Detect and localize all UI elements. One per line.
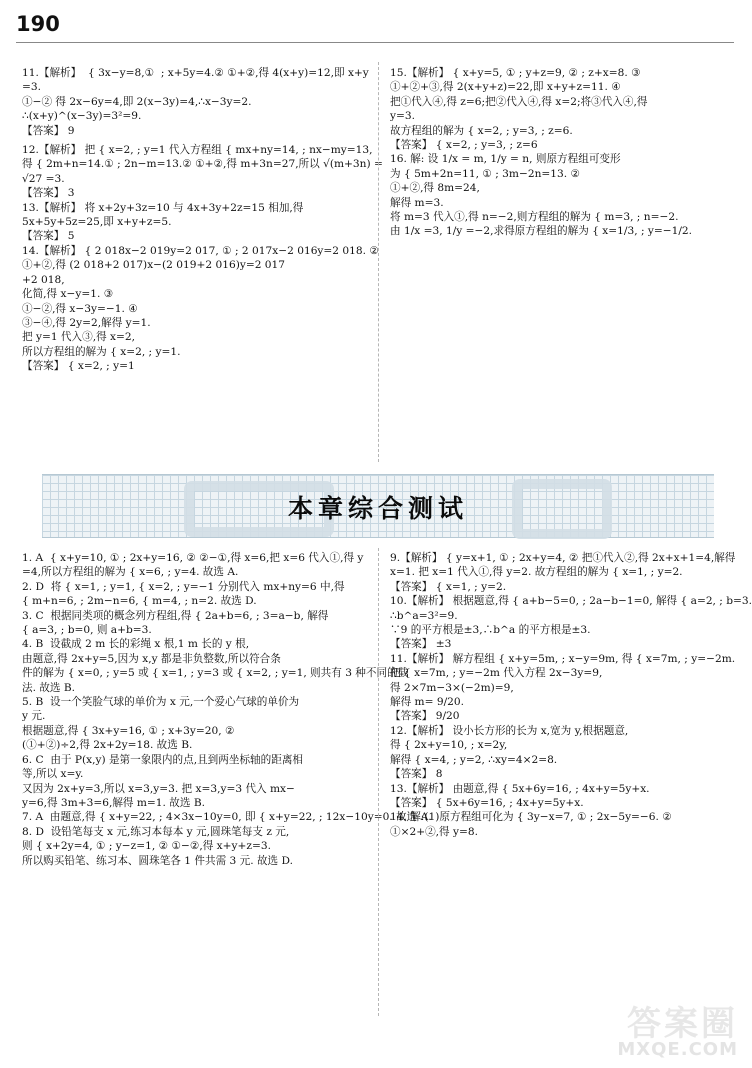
solution-line: 13.【解析】 将 x+2y+3z=10 与 4x+3y+2z=15 相加,得	[22, 201, 304, 214]
solution-line: 3. C 根据同类项的概念列方程组,得 { 2a+b=6, ; 3=a−b, 解得	[22, 609, 329, 622]
section-banner	[42, 474, 714, 538]
solution-line: 11.【解析】 { 3x−y=8,① ; x+5y=4.② ①+②,得 4(x+y)=12,即 x+y	[22, 67, 369, 79]
solution-line: 法. 故选 B.	[22, 681, 76, 694]
solution-line: ∴b^a=3²=9.	[390, 609, 458, 622]
solution-line: 把 { x=7m, ; y=−2m 代入方程 2x−3y=9,	[390, 667, 603, 680]
solution-line: ∴(x+y)^(x−3y)=3²=9.	[22, 110, 142, 123]
solution-line: 化简,得 x−y=1. ③	[22, 288, 114, 301]
solution-line: 【答案】 5	[22, 230, 75, 243]
solution-line: 则 { x+2y=4, ① ; y−z=1, ② ①−②,得 x+y+z=3.	[22, 840, 271, 853]
page-number: 190	[16, 12, 60, 36]
column-divider-bottom	[378, 548, 379, 1016]
solution-line: ③−④,得 2y=2,解得 y=1.	[22, 316, 151, 329]
solution-line: ①−②,得 x−3y=−1. ④	[22, 302, 138, 315]
solution-line: 12.【解析】 把 { x=2, ; y=1 代入方程组 { mx+ny=14, ; nx−my=13,	[22, 144, 373, 157]
solution-line: (①+②)÷2,得 2x+2y=18. 故选 B.	[22, 739, 193, 752]
solution-line: 得 { 2m+n=14.① ; 2n−m=13.② ①+②,得 m+3n=27,所以 √(m+3n) =	[22, 158, 383, 171]
solution-line: 又因为 2x+y=3,所以 x=3,y=3. 把 x=3,y=3 代入 mx−	[22, 782, 295, 795]
solution-line: 13.【解析】 由题意,得 { 5x+6y=16, ; 4x+y=5y+x.	[390, 782, 650, 795]
solution-line: y=6,得 3m+3=6,解得 m=1. 故选 B.	[22, 796, 205, 809]
solution-line: 【答案】 9	[22, 124, 75, 137]
solution-line: 【答案】 { x=2, ; y=3, ; z=6	[390, 139, 538, 152]
watermark-main: 答案圈	[627, 1004, 738, 1044]
solution-line: 11.【解析】 解方程组 { x+y=5m, ; x−y=9m, 得 { x=7m, ; y=−2m.	[390, 652, 736, 665]
solution-line: ①+②,得 (2 018+2 017)x−(2 019+2 016)y=2 017	[22, 259, 286, 272]
solution-line: 为 { 5m+2n=11, ① ; 3m−2n=13. ②	[390, 167, 580, 180]
solution-line: y 元.	[22, 710, 46, 723]
solution-line: 6. C 由于 P(x,y) 是第一象限内的点,且到两坐标轴的距离相	[22, 753, 304, 766]
solution-line: 把①代入④,得 z=6;把②代入④,得 x=2;将③代入④,得	[390, 95, 648, 108]
solution-line: 【答案】 3	[22, 187, 75, 200]
solution-line: 9.【解析】 { y=x+1, ① ; 2x+y=4, ② 把①代入②,得 2x+x+1=4,解得	[390, 552, 736, 564]
header-rule	[16, 42, 734, 43]
solution-line: 4. B 设截成 2 m 长的彩绳 x 根,1 m 长的 y 根,	[22, 638, 250, 651]
solution-line: 等,所以 x=y.	[22, 768, 84, 781]
solution-line: 8. D 设铅笔每支 x 元,练习本每本 y 元,圆珠笔每支 z 元,	[22, 825, 290, 838]
solution-line: 由题意,得 2x+y=5,因为 x,y 都是非负整数,所以符合条	[22, 652, 281, 665]
solution-line: 1. A { x+y=10, ① ; 2x+y=16, ② ②−①,得 x=6,把 x=6 代入①,得 y	[22, 552, 364, 564]
solution-line: 件的解为 { x=0, ; y=5 或 { x=1, ; y=3 或 { x=2, ; y=1, 则共有 3 种不同的截	[22, 667, 409, 680]
solution-line: 【答案】 { x=1, ; y=2.	[390, 580, 507, 593]
solution-line: 得 { 2x+y=10, ; x=2y,	[390, 739, 508, 752]
solution-line: ①−② 得 2x−6y=4,即 2(x−3y)=4,∴x−3y=2.	[22, 95, 252, 108]
solution-line: 5x+5y+5z=25,即 x+y+z=5.	[22, 216, 172, 229]
solution-line: 【答案】 9/20	[390, 710, 460, 723]
solution-line: 解得 m=3.	[390, 196, 444, 209]
solution-line: 15.【解析】 { x+y=5, ① ; y+z=9, ② ; z+x=8. ③	[390, 67, 641, 79]
solution-line: 将 m=3 代入①,得 n=−2,则方程组的解为 { m=3, ; n=−2.	[390, 211, 679, 224]
solutions-top-left	[22, 66, 383, 374]
solution-line: ①+②+③,得 2(x+y+z)=22,即 x+y+z=11. ④	[390, 81, 621, 94]
solution-line: 12.【解析】 设小长方形的长为 x,宽为 y,根据题意,	[390, 724, 629, 737]
solution-line: ①+②,得 8m=24,	[390, 182, 480, 195]
solution-line: 把 y=1 代入③,得 x=2,	[22, 331, 135, 344]
solution-line: { m+n=6, ; 2m−n=6, { m=4, ; n=2. 故选 D.	[22, 595, 257, 608]
solution-line: 所以方程组的解为 { x=2, ; y=1.	[22, 345, 181, 358]
solution-line: 【答案】 ±3	[390, 638, 452, 651]
solution-line: =3.	[22, 81, 41, 94]
solution-line: +2 018,	[22, 273, 65, 286]
solution-line: 10.【解析】 根据题意,得 { a+b−5=0, ; 2a−b−1=0, 解得 { a=2, ; b=3.	[390, 595, 752, 608]
solutions-bottom-right	[390, 551, 752, 839]
solution-line: y=3.	[390, 110, 415, 123]
watermark-logo	[614, 996, 742, 1062]
solution-line: 所以购买铅笔、练习本、圆珠笔各 1 件共需 3 元. 故选 D.	[22, 854, 294, 867]
solution-line: 由 1/x =3, 1/y =−2,求得原方程组的解为 { x=1/3, ; y=−1/2.	[390, 225, 693, 238]
solution-line: ∵9 的平方根是±3,∴b^a 的平方根是±3.	[390, 624, 591, 637]
solution-line: { a=3, ; b=0, 则 a+b=3.	[22, 624, 152, 637]
solution-line: 16. 解: 设 1/x = m, 1/y = n, 则原方程组可变形	[390, 153, 621, 166]
solution-line: 得 2×7m−3×(−2m)=9,	[390, 681, 514, 694]
solution-line: 【答案】 { x=2, ; y=1	[22, 360, 135, 373]
solution-line: 解得 { x=4, ; y=2, ∴xy=4×2=8.	[390, 753, 558, 766]
solution-line: 解得 m= 9/20.	[390, 696, 465, 709]
solution-line: ①×2+②,得 y=8.	[390, 825, 478, 838]
solution-line: √27 =3.	[22, 172, 65, 185]
solution-line: 14. 解:(1)原方程组可化为 { 3y−x=7, ① ; 2x−5y=−6. ②	[390, 811, 672, 824]
solution-line: 14.【解析】 { 2 018x−2 019y=2 017, ① ; 2 017x−2 016y=2 018. ②	[22, 244, 379, 257]
solution-line: 【答案】 { 5x+6y=16, ; 4x+y=5y+x.	[390, 796, 584, 809]
column-divider-top	[378, 62, 379, 462]
solutions-top-right	[390, 66, 735, 239]
solution-line: 故方程组的解为 { x=2, ; y=3, ; z=6.	[390, 124, 573, 137]
solution-line: 5. B 设一个笑脸气球的单价为 x 元,一个爱心气球的单价为	[22, 696, 300, 709]
solution-line: 根据题意,得 { 3x+y=16, ① ; x+3y=20, ②	[22, 724, 235, 737]
solution-line: x=1. 把 x=1 代入①,得 y=2. 故方程组的解为 { x=1, ; y=2.	[390, 566, 683, 579]
watermark-sub: MXQE.COM	[617, 1039, 738, 1060]
solution-line: 【答案】 8	[390, 768, 443, 781]
solution-line: 2. D 将 { x=1, ; y=1, { x=2, ; y=−1 分别代入 mx+ny=6 中,得	[22, 580, 345, 593]
solution-line: =4,所以方程组的解为 { x=6, ; y=4. 故选 A.	[22, 566, 239, 579]
solution-line: 7. A 由题意,得 { x+y=22, ; 4×3x−10y=0, 即 { x+y=22, ; 12x−10y=0. 故选 A.	[22, 811, 432, 824]
section-title: 本章综合测试	[287, 494, 468, 523]
